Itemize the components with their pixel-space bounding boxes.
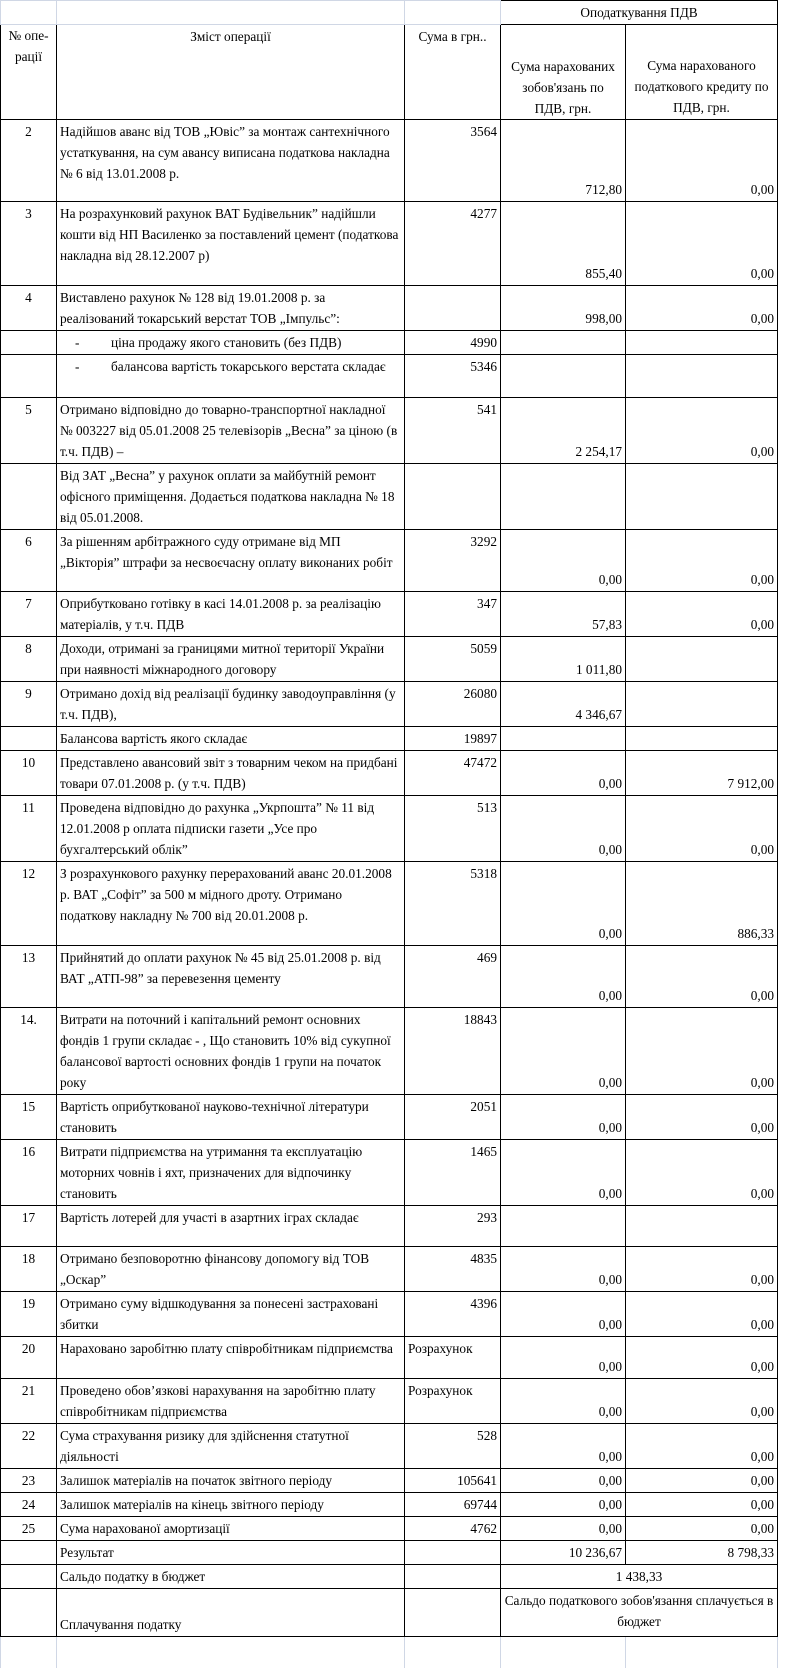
- table-row: [1, 286, 778, 331]
- vat-credit[interactable]: [626, 1206, 778, 1247]
- vat-liability[interactable]: 57,83: [501, 592, 626, 637]
- cell[interactable]: [1, 1637, 57, 1668]
- table-row: [1, 1008, 778, 1095]
- cell[interactable]: [405, 1589, 501, 1637]
- table-row: [1, 530, 778, 592]
- amount-uah[interactable]: 4396: [405, 1292, 501, 1337]
- vat-credit[interactable]: 0,00: [626, 1008, 778, 1095]
- amount-uah[interactable]: 293: [405, 1206, 501, 1247]
- vat-liability[interactable]: 0,00: [501, 1493, 626, 1517]
- operation-number[interactable]: 17: [1, 1206, 57, 1247]
- summary-row: [1, 1637, 778, 1668]
- table-row: [1, 331, 778, 355]
- vat-liability[interactable]: 998,00: [501, 286, 626, 331]
- table-row: [1, 1469, 778, 1493]
- cell[interactable]: [57, 1637, 405, 1668]
- vat-credit[interactable]: 0,00: [626, 1247, 778, 1292]
- vat-credit[interactable]: 0,00: [626, 946, 778, 1008]
- operation-description[interactable]: Нараховано заробітню плату співробітникам підприємства: [57, 1337, 405, 1379]
- operation-description[interactable]: Представлено авансовий звіт з товарним чеком на придбані товари 07.01.2008 р. (у т.ч. ПДВ): [57, 751, 405, 796]
- cell[interactable]: [1, 1565, 57, 1589]
- header-vat-group[interactable]: Оподаткування ПДВ: [501, 1, 778, 25]
- vat-liability[interactable]: 855,40: [501, 202, 626, 286]
- amount-uah[interactable]: 541: [405, 398, 501, 464]
- header-num[interactable]: № опе-рації: [1, 25, 57, 120]
- vat-liability[interactable]: 712,80: [501, 120, 626, 202]
- amount-uah[interactable]: 3292: [405, 530, 501, 592]
- cell[interactable]: [405, 1541, 501, 1565]
- dash-bullet: -: [75, 359, 80, 374]
- vat-credit[interactable]: 0,00: [626, 202, 778, 286]
- vat-liability[interactable]: 0,00: [501, 751, 626, 796]
- cell[interactable]: [1, 1541, 57, 1565]
- vat-liability[interactable]: 1 011,80: [501, 637, 626, 682]
- header-row-group: [1, 1, 778, 25]
- operation-number[interactable]: 3: [1, 202, 57, 286]
- balance-label[interactable]: Сальдо податку в бюджет: [57, 1565, 405, 1589]
- cell[interactable]: [626, 1637, 778, 1668]
- vat-liability[interactable]: 0,00: [501, 1379, 626, 1424]
- operation-description[interactable]: Сума страхування ризику для здійснення статутної діяльності: [57, 1424, 405, 1469]
- operation-description[interactable]: [57, 355, 405, 398]
- vat-credit[interactable]: 0,00: [626, 592, 778, 637]
- vat-liability[interactable]: 0,00: [501, 1008, 626, 1095]
- operation-description[interactable]: Отримано суму відшкодування за понесені застраховані збитки: [57, 1292, 405, 1337]
- amount-uah[interactable]: Розрахунок: [405, 1337, 501, 1379]
- dash-bullet: -: [75, 335, 80, 350]
- vat-liability[interactable]: 0,00: [501, 946, 626, 1008]
- table-row: [1, 120, 778, 202]
- amount-uah[interactable]: 469: [405, 946, 501, 1008]
- table-row: [1, 1424, 778, 1469]
- vat-liability[interactable]: [501, 1206, 626, 1247]
- operation-description[interactable]: Від ЗАТ „Весна” у рахунок оплати за майбутній ремонт офісного приміщення. Додається податкова накладна № 18 від 05.01.2008.: [57, 464, 405, 530]
- vat-credit[interactable]: [626, 727, 778, 751]
- vat-credit[interactable]: 0,00: [626, 796, 778, 862]
- operation-description[interactable]: Залишок матеріалів на кінець звітного періоду: [57, 1493, 405, 1517]
- vat-liability[interactable]: 0,00: [501, 1424, 626, 1469]
- vat-credit[interactable]: [626, 331, 778, 355]
- vat-credit[interactable]: [626, 682, 778, 727]
- operation-number[interactable]: 22: [1, 1424, 57, 1469]
- amount-uah[interactable]: 47472: [405, 751, 501, 796]
- table-row: [1, 1247, 778, 1292]
- operation-description[interactable]: Доходи, отримані за границями митної території України при наявності міжнародного договору: [57, 637, 405, 682]
- vat-liability[interactable]: 0,00: [501, 1517, 626, 1541]
- amount-uah[interactable]: [405, 286, 501, 331]
- amount-uah[interactable]: 105641: [405, 1469, 501, 1493]
- operation-number[interactable]: 14.: [1, 1008, 57, 1095]
- amount-uah[interactable]: 4990: [405, 331, 501, 355]
- amount-uah[interactable]: Розрахунок: [405, 1379, 501, 1424]
- operation-description[interactable]: За рішенням арбітражного суду отримане від МП „Вікторія” штрафи за несвоєчасну оплату виконаних робіт: [57, 530, 405, 592]
- table-row: [1, 1206, 778, 1247]
- vat-credit[interactable]: 0,00: [626, 1337, 778, 1379]
- operation-description[interactable]: Проведена відповідно до рахунка „Укрпошта” № 11 від 12.01.2008 р оплата підписки газети „Усе про бухгалтерський облік”: [57, 796, 405, 862]
- vat-liability[interactable]: 0,00: [501, 796, 626, 862]
- cell[interactable]: [1, 1589, 57, 1637]
- header-credit[interactable]: Сума нарахованого податкового кредиту по ПДВ, грн.: [626, 25, 778, 120]
- operation-number[interactable]: 8: [1, 637, 57, 682]
- vat-credit[interactable]: 0,00: [626, 1424, 778, 1469]
- vat-credit[interactable]: 0,00: [626, 1517, 778, 1541]
- operation-description[interactable]: Проведено обов’язкові нарахування на заробітню плату співробітникам підприємства: [57, 1379, 405, 1424]
- cell[interactable]: [405, 1, 501, 25]
- operation-number[interactable]: 24: [1, 1493, 57, 1517]
- summary-row: [1, 1589, 778, 1637]
- table-row: [1, 398, 778, 464]
- vat-liability[interactable]: 0,00: [501, 1292, 626, 1337]
- operation-description[interactable]: Оприбутковано готівку в касі 14.01.2008 р. за реалізацію матеріалів, у т.ч. ПДВ: [57, 592, 405, 637]
- table-row: [1, 682, 778, 727]
- operation-number[interactable]: [1, 355, 57, 398]
- amount-uah[interactable]: 19897: [405, 727, 501, 751]
- vat-liability[interactable]: 0,00: [501, 1095, 626, 1140]
- vat-liability[interactable]: 0,00: [501, 1247, 626, 1292]
- summary-row: [1, 1565, 778, 1589]
- amount-uah[interactable]: 4277: [405, 202, 501, 286]
- vat-credit[interactable]: 0,00: [626, 530, 778, 592]
- table-row: [1, 1493, 778, 1517]
- amount-uah[interactable]: 5318: [405, 862, 501, 946]
- summary-row: [1, 1541, 778, 1565]
- table-row: [1, 1095, 778, 1140]
- vat-liability[interactable]: [501, 464, 626, 530]
- amount-uah[interactable]: 2051: [405, 1095, 501, 1140]
- operation-number[interactable]: 23: [1, 1469, 57, 1493]
- table-row: [1, 637, 778, 682]
- table-row: [1, 751, 778, 796]
- vat-credit[interactable]: 0,00: [626, 1095, 778, 1140]
- vat-credit[interactable]: 0,00: [626, 286, 778, 331]
- table-row: [1, 1337, 778, 1379]
- vat-liability[interactable]: [501, 331, 626, 355]
- operation-number[interactable]: 7: [1, 592, 57, 637]
- operation-description[interactable]: Прийнятий до оплати рахунок № 45 від 25.01.2008 р. від ВАТ „АТП-98” за перевезення цементу: [57, 946, 405, 1008]
- operation-description[interactable]: Балансова вартість якого складає: [57, 727, 405, 751]
- amount-uah[interactable]: [405, 464, 501, 530]
- operation-number[interactable]: 6: [1, 530, 57, 592]
- amount-uah[interactable]: 4835: [405, 1247, 501, 1292]
- amount-uah[interactable]: 69744: [405, 1493, 501, 1517]
- table-row: [1, 592, 778, 637]
- operation-description[interactable]: Вартість лотерей для участі в азартних іграх складає: [57, 1206, 405, 1247]
- operation-number[interactable]: 4: [1, 286, 57, 331]
- vat-credit[interactable]: [626, 464, 778, 530]
- vat-liability[interactable]: 0,00: [501, 530, 626, 592]
- description-text: балансова вартість токарського верстата складає: [111, 359, 386, 374]
- result-label[interactable]: Результат: [57, 1541, 405, 1565]
- vat-credit[interactable]: 0,00: [626, 1469, 778, 1493]
- amount-uah[interactable]: 18843: [405, 1008, 501, 1095]
- table-row: [1, 727, 778, 751]
- operation-number[interactable]: 5: [1, 398, 57, 464]
- amount-uah[interactable]: 5059: [405, 637, 501, 682]
- vat-credit[interactable]: 886,33: [626, 862, 778, 946]
- vat-credit[interactable]: 0,00: [626, 1493, 778, 1517]
- operation-description[interactable]: Отримано безповоротню фінансову допомогу від ТОВ „Оскар”: [57, 1247, 405, 1292]
- amount-uah[interactable]: 3564: [405, 120, 501, 202]
- operation-description[interactable]: Вартість оприбуткованої науково-технічної літератури становить: [57, 1095, 405, 1140]
- operation-number[interactable]: 9: [1, 682, 57, 727]
- operation-number[interactable]: 20: [1, 1337, 57, 1379]
- cell[interactable]: [405, 1565, 501, 1589]
- vat-credit[interactable]: 0,00: [626, 1140, 778, 1206]
- payment-label[interactable]: Сплачування податку: [57, 1589, 405, 1637]
- operation-number[interactable]: [1, 464, 57, 530]
- vat-credit[interactable]: [626, 355, 778, 398]
- cell[interactable]: [501, 1637, 626, 1668]
- description-text: ціна продажу якого становить (без ПДВ): [111, 335, 342, 350]
- operation-number[interactable]: 25: [1, 1517, 57, 1541]
- operation-description[interactable]: Залишок матеріалів на початок звітного періоду: [57, 1469, 405, 1493]
- table-row: [1, 202, 778, 286]
- vat-liability[interactable]: 0,00: [501, 1337, 626, 1379]
- vat-liability[interactable]: [501, 355, 626, 398]
- vat-liability[interactable]: [501, 727, 626, 751]
- vat-credit[interactable]: 0,00: [626, 398, 778, 464]
- table-row: [1, 355, 778, 398]
- operation-number[interactable]: 15: [1, 1095, 57, 1140]
- header-vat[interactable]: Сума нарахованих зобов'язань по ПДВ, грн.: [501, 25, 626, 120]
- balance-value[interactable]: 1 438,33: [501, 1565, 778, 1589]
- vat-credit[interactable]: 0,00: [626, 1379, 778, 1424]
- table-row: [1, 946, 778, 1008]
- operation-description[interactable]: Витрати на поточний і капітальний ремонт основних фондів 1 групи складає - , Що становить 10% від сукупної балансової вартості основних фондів 1 групи на початок року: [57, 1008, 405, 1095]
- operation-description[interactable]: Отримано відповідно до товарно-транспортної накладної № 003227 від 05.01.2008 25 телевізорів „Весна” за ціною (в т.ч. ПДВ) –: [57, 398, 405, 464]
- vat-liability[interactable]: 0,00: [501, 1140, 626, 1206]
- vat-liability[interactable]: 0,00: [501, 862, 626, 946]
- operation-number[interactable]: 19: [1, 1292, 57, 1337]
- vat-liability[interactable]: 4 346,67: [501, 682, 626, 727]
- operation-number[interactable]: 11: [1, 796, 57, 862]
- amount-uah[interactable]: 26080: [405, 682, 501, 727]
- vat-liability[interactable]: 0,00: [501, 1469, 626, 1493]
- amount-uah[interactable]: 5346: [405, 355, 501, 398]
- table-row: [1, 464, 778, 530]
- table-row: [1, 1140, 778, 1206]
- operation-description[interactable]: Отримано дохід від реалізації будинку заводоуправління (у т.ч. ПДВ),: [57, 682, 405, 727]
- operation-description[interactable]: Надійшов аванс від ТОВ „Ювіс” за монтаж сантехнічного устаткування, на сум авансу виписана податкова накладна № 6 від 13.01.2008 р.: [57, 120, 405, 202]
- operation-number[interactable]: [1, 331, 57, 355]
- vat-credit[interactable]: 0,00: [626, 120, 778, 202]
- operation-number[interactable]: [1, 727, 57, 751]
- table-row: [1, 796, 778, 862]
- sheet-right-gridarea: [777, 0, 798, 1588]
- table-row: [1, 1292, 778, 1337]
- operation-description[interactable]: На розрахунковий рахунок ВАТ Будівельник” надійшли кошти від НП Василенко за поставлений цемент (податкова накладна від 28.12.2007 р): [57, 202, 405, 286]
- operation-number[interactable]: 21: [1, 1379, 57, 1424]
- vat-credit[interactable]: 7 912,00: [626, 751, 778, 796]
- operation-description[interactable]: Витрати підприємства на утримання та експлуатацію моторних човнів і яхт, призначених для відпочинку становить: [57, 1140, 405, 1206]
- cell[interactable]: [57, 1, 405, 25]
- operation-description[interactable]: Виставлено рахунок № 128 від 19.01.2008 р. за реалізований токарський верстат ТОВ „Імпульс”:: [57, 286, 405, 331]
- operation-number[interactable]: 10: [1, 751, 57, 796]
- amount-uah[interactable]: 4762: [405, 1517, 501, 1541]
- amount-uah[interactable]: 528: [405, 1424, 501, 1469]
- vat-liability[interactable]: 2 254,17: [501, 398, 626, 464]
- amount-uah[interactable]: 347: [405, 592, 501, 637]
- operation-description[interactable]: [57, 331, 405, 355]
- result-credit[interactable]: 8 798,33: [626, 1541, 778, 1565]
- operation-number[interactable]: 18: [1, 1247, 57, 1292]
- operation-number[interactable]: 13: [1, 946, 57, 1008]
- amount-uah[interactable]: 513: [405, 796, 501, 862]
- header-sum[interactable]: Сума в грн..: [405, 25, 501, 120]
- header-text[interactable]: Зміст операції: [57, 25, 405, 120]
- header-row: [1, 25, 778, 120]
- vat-credit[interactable]: 0,00: [626, 1292, 778, 1337]
- cell[interactable]: [405, 1637, 501, 1668]
- result-vat[interactable]: 10 236,67: [501, 1541, 626, 1565]
- table-row: [1, 1379, 778, 1424]
- operation-number[interactable]: 2: [1, 120, 57, 202]
- table-row: [1, 862, 778, 946]
- operation-number[interactable]: 16: [1, 1140, 57, 1206]
- amount-uah[interactable]: 1465: [405, 1140, 501, 1206]
- operation-number[interactable]: 12: [1, 862, 57, 946]
- operation-description[interactable]: З розрахункового рахунку перерахований аванс 20.01.2008 р. ВАТ „Софіт” за 500 м мідного дроту. Отримано податкову накладну № 700 від 20.01.2008 р.: [57, 862, 405, 946]
- operation-description[interactable]: Сума нарахованої амортизації: [57, 1517, 405, 1541]
- table-row: [1, 1517, 778, 1541]
- payment-note[interactable]: Сальдо податкового зобов'язання сплачується в бюджет: [501, 1589, 778, 1637]
- vat-credit[interactable]: [626, 637, 778, 682]
- cell[interactable]: [1, 1, 57, 25]
